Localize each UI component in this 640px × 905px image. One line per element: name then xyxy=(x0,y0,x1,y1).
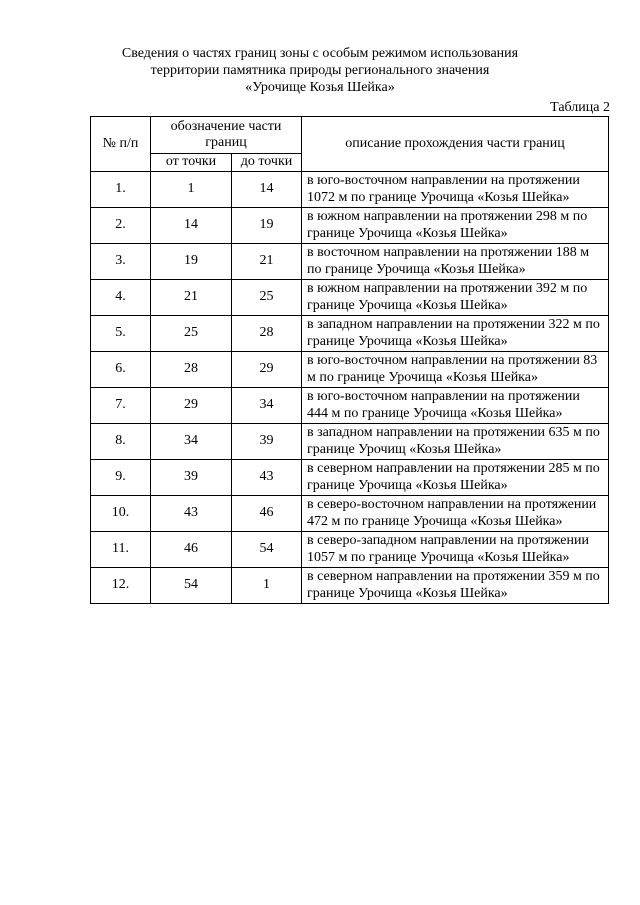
row-from-point: 25 xyxy=(151,316,232,352)
title-line-1: Сведения о частях границ зоны с особым режимом использования xyxy=(121,46,519,61)
header-to: до точки xyxy=(232,154,302,172)
table-row xyxy=(91,316,609,352)
row-description: в северо-западном направлении на протяжении 1057 м по границе Урочища «Козья Шейка» xyxy=(302,532,609,568)
row-from-point: 43 xyxy=(151,496,232,532)
title-line-2: территории памятника природы регионального значения xyxy=(150,63,490,78)
table-row xyxy=(91,568,609,604)
row-to-point: 46 xyxy=(232,496,302,532)
row-to-point: 25 xyxy=(232,280,302,316)
table-row xyxy=(91,388,609,424)
table-row xyxy=(91,352,609,388)
row-from-point: 54 xyxy=(151,568,232,604)
row-from-point: 21 xyxy=(151,280,232,316)
table-row xyxy=(91,496,609,532)
row-description: в северо-восточном направлении на протяжении 472 м по границе Урочища «Козья Шейка» xyxy=(302,496,609,532)
boundary-parts-table xyxy=(90,116,609,604)
row-description: в юго-восточном направлении на протяжении 83 м по границе Урочища «Козья Шейка» xyxy=(302,352,609,388)
row-number: 4. xyxy=(91,280,151,316)
row-number: 1. xyxy=(91,172,151,208)
row-description: в западном направлении на протяжении 322 м по границе Урочища «Козья Шейка» xyxy=(302,316,609,352)
row-description: в южном направлении на протяжении 392 м по границе Урочища «Козья Шейка» xyxy=(302,280,609,316)
row-from-point: 19 xyxy=(151,244,232,280)
header-designation: обозначение части границ xyxy=(151,117,302,154)
table-row xyxy=(91,208,609,244)
row-to-point: 43 xyxy=(232,460,302,496)
row-number: 7. xyxy=(91,388,151,424)
row-from-point: 46 xyxy=(151,532,232,568)
title-line-3: «Урочище Козья Шейка» xyxy=(245,80,395,95)
row-to-point: 39 xyxy=(232,424,302,460)
table-row xyxy=(91,460,609,496)
row-from-point: 34 xyxy=(151,424,232,460)
row-from-point: 28 xyxy=(151,352,232,388)
table-row xyxy=(91,244,609,280)
row-number: 3. xyxy=(91,244,151,280)
row-description: в западном направлении на протяжении 635 м по границе Урочищ «Козья Шейка» xyxy=(302,424,609,460)
row-description: в южном направлении на протяжении 298 м по границе Урочища «Козья Шейка» xyxy=(302,208,609,244)
header-num: № п/п xyxy=(91,117,151,172)
table-label: Таблица 2 xyxy=(550,100,610,115)
row-to-point: 29 xyxy=(232,352,302,388)
row-to-point: 21 xyxy=(232,244,302,280)
row-number: 8. xyxy=(91,424,151,460)
row-number: 5. xyxy=(91,316,151,352)
row-description: в восточном направлении на протяжении 188 м по границе Урочища «Козья Шейка» xyxy=(302,244,609,280)
row-to-point: 54 xyxy=(232,532,302,568)
row-description: в северном направлении на протяжении 285 м по границе Урочища «Козья Шейка» xyxy=(302,460,609,496)
row-number: 9. xyxy=(91,460,151,496)
row-to-point: 1 xyxy=(232,568,302,604)
document-title xyxy=(60,45,580,96)
row-number: 11. xyxy=(91,532,151,568)
header-description: описание прохождения части границ xyxy=(302,117,609,172)
row-description: в северном направлении на протяжении 359 м по границе Урочища «Козья Шейка» xyxy=(302,568,609,604)
table-row xyxy=(91,532,609,568)
row-to-point: 34 xyxy=(232,388,302,424)
row-number: 2. xyxy=(91,208,151,244)
table-body xyxy=(91,172,609,604)
row-description: в юго-восточном направлении на протяжении 444 м по границе Урочища «Козья Шейка» xyxy=(302,388,609,424)
row-from-point: 1 xyxy=(151,172,232,208)
row-description: в юго-восточном направлении на протяжении 1072 м по границе Урочища «Козья Шейка» xyxy=(302,172,609,208)
row-number: 12. xyxy=(91,568,151,604)
row-to-point: 28 xyxy=(232,316,302,352)
header-from: от точки xyxy=(151,154,232,172)
row-number: 10. xyxy=(91,496,151,532)
row-from-point: 14 xyxy=(151,208,232,244)
table-row xyxy=(91,172,609,208)
row-to-point: 19 xyxy=(232,208,302,244)
table-row xyxy=(91,424,609,460)
row-to-point: 14 xyxy=(232,172,302,208)
row-from-point: 29 xyxy=(151,388,232,424)
row-number: 6. xyxy=(91,352,151,388)
row-from-point: 39 xyxy=(151,460,232,496)
table-row xyxy=(91,280,609,316)
